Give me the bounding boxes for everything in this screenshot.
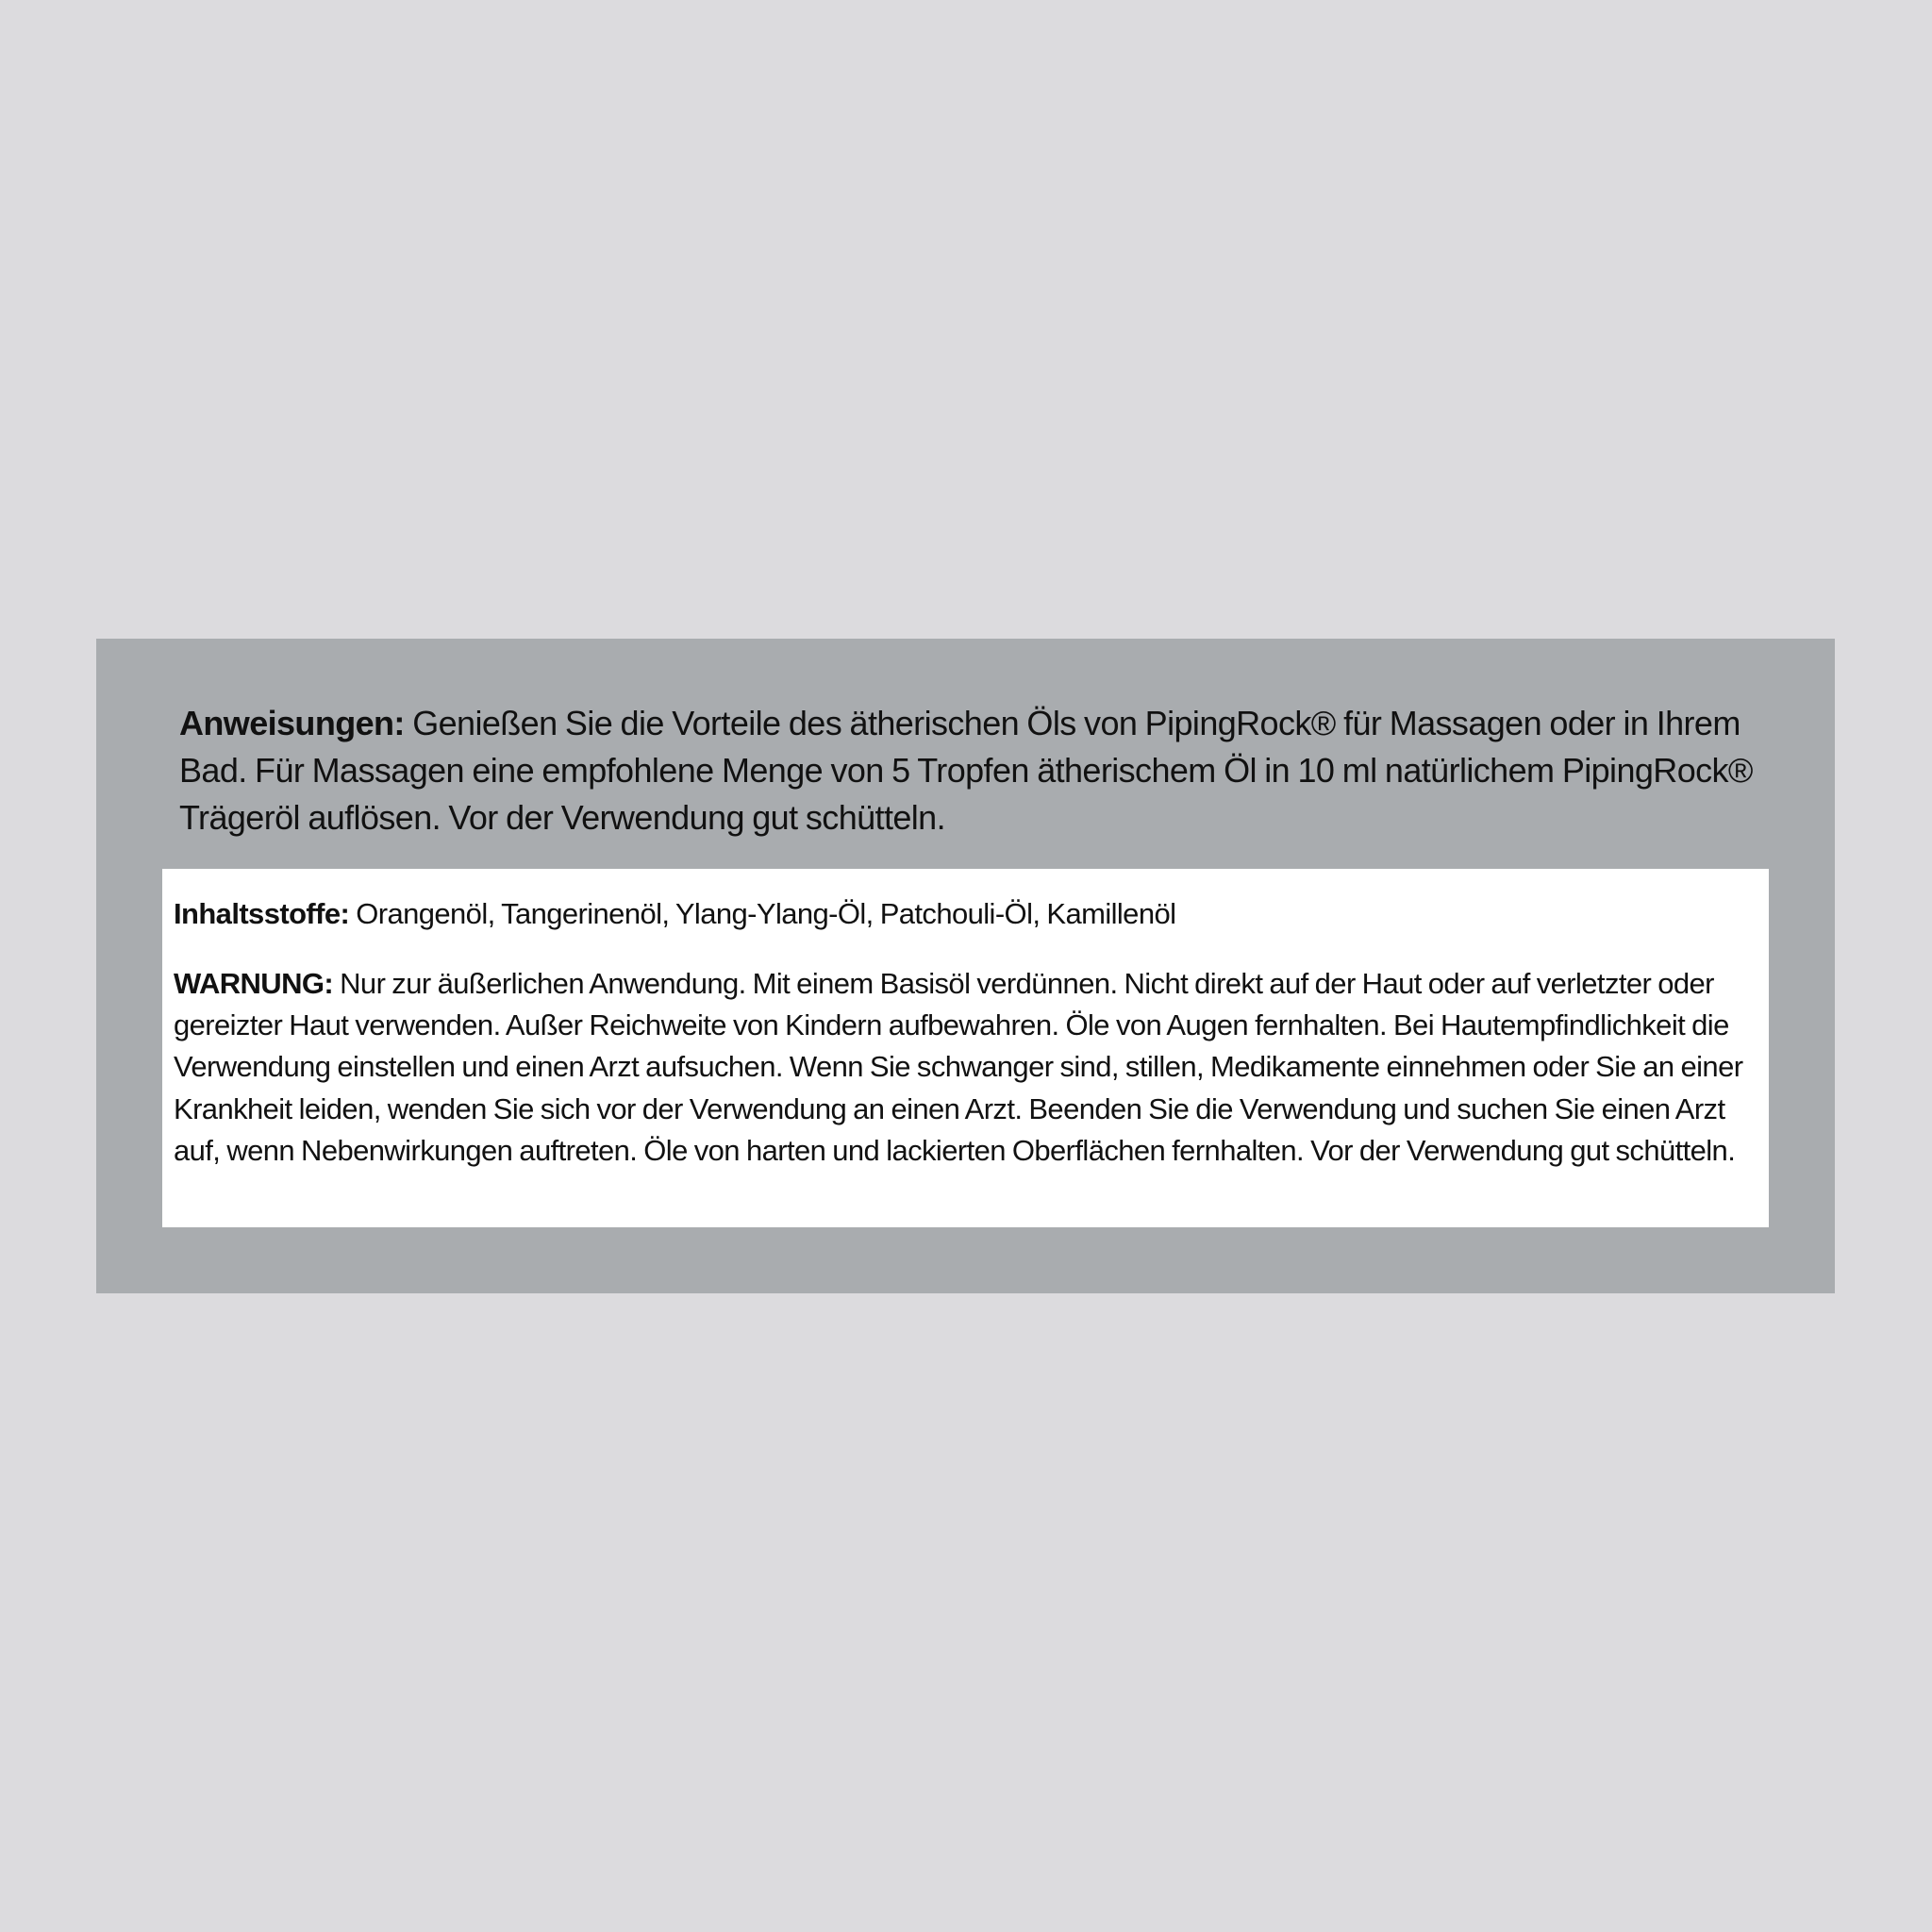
warning-heading: WARNUNG: [174,967,334,1000]
ingredients-line [174,893,1758,935]
ingredients-warning-box [162,869,1769,1227]
product-label-panel [96,639,1835,1293]
warning-text: Nur zur äußerlichen Anwendung. Mit einem Basisöl verdünnen. Nicht direkt auf der Haut oder auf verletzter oder gereizter Haut verwenden. Außer Reichweite von Kindern aufbewahren. Öle von Augen fernhalten. Bei Hautempfindlichkeit die Verwendung einstellen und einen Arzt aufsuchen. Wenn Sie schwanger sind, stillen, Medikamente einnehmen oder Sie an einer Krankheit leiden, wenden Sie sich vor der Verwendung an einen Arzt. Beenden Sie die Verwendung und suchen Sie einen Arzt auf, wenn Nebenwirkungen auftreten. Öle von harten und lackierten Oberflächen fernhalten. Vor der Verwendung gut schütteln. [174,967,1743,1167]
directions-text: Genießen Sie die Vorteile des ätherischen Öls von PipingRock® für Massagen oder in Ihrem Bad. Für Massagen eine empfohlene Menge von 5 Tropfen ätherischem Öl in 10 ml natürlichem PipingRock® Trägeröl auflösen. Vor der Verwendung gut schütteln. [179,704,1753,837]
ingredients-heading: Inhaltsstoffe: [174,897,350,930]
warning-paragraph [174,963,1764,1172]
directions-paragraph [179,700,1764,841]
ingredients-text: Orangenöl, Tangerinenöl, Ylang-Ylang-Öl, Patchouli-Öl, Kamillenöl [356,897,1176,930]
directions-heading: Anweisungen: [179,704,405,742]
